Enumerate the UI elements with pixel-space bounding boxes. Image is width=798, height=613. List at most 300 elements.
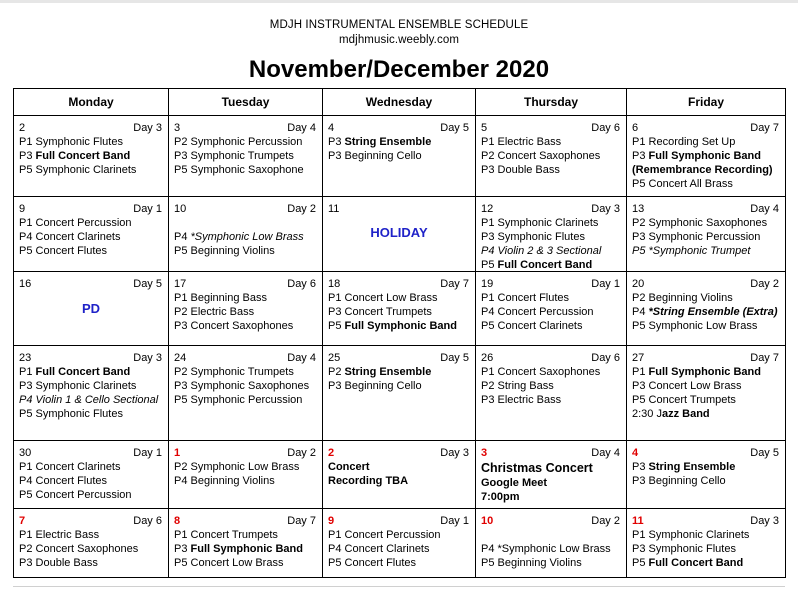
org-name: MDJH INSTRUMENTAL ENSEMBLE SCHEDULE — [269, 19, 529, 31]
date-number: 11 — [328, 203, 340, 215]
period-label: P2 — [632, 292, 649, 304]
period-label: P3 — [632, 461, 649, 473]
period-label: P1 — [481, 217, 498, 229]
period-label: P5 — [174, 394, 191, 406]
period-label: P2 — [174, 366, 191, 378]
rotation-day: Day 7 — [750, 352, 779, 364]
day-cell-content — [169, 116, 322, 196]
day-cell-header — [174, 121, 316, 135]
schedule-entry — [19, 216, 162, 230]
ensemble-name: Concert Percussion — [35, 489, 132, 501]
period-label: P5 — [174, 164, 191, 176]
schedule-entry — [328, 365, 469, 379]
rotation-day: Day 7 — [440, 278, 469, 290]
rotation-day: Day 4 — [591, 447, 620, 459]
ensemble-name: Symphonic Clarinets — [497, 217, 599, 229]
period-label: P1 — [174, 529, 191, 541]
ensemble-name: Symphonic Saxophones — [648, 217, 768, 229]
day-cell-header — [481, 446, 620, 460]
day-cell-header — [632, 202, 779, 216]
schedule-entry — [632, 365, 779, 379]
day-cell-header — [632, 277, 779, 291]
ensemble-name: Full Concert Band — [35, 150, 131, 162]
weekday-monday: Monday — [14, 89, 169, 116]
day-cell-header — [19, 446, 162, 460]
schedule-entry — [481, 542, 620, 556]
period-label: P2 — [328, 366, 345, 378]
ensemble-name: Concert Clarinets — [35, 231, 121, 243]
day-cell-header — [328, 514, 469, 528]
period-label: P5 — [481, 259, 498, 271]
schedule-entry — [174, 230, 316, 244]
rotation-day: Day 6 — [287, 278, 316, 290]
period-label: P1 — [632, 529, 649, 541]
schedule-entry — [632, 135, 779, 149]
day-cell-content — [627, 116, 785, 196]
period-label: P4 — [481, 306, 498, 318]
rotation-day: Day 7 — [750, 122, 779, 134]
schedule-entry — [632, 474, 779, 488]
day-cell — [627, 509, 786, 578]
schedule-entry — [481, 528, 620, 542]
period-label: P1 — [19, 529, 36, 541]
ensemble-name: Symphonic Trumpets — [190, 366, 294, 378]
date-number: 2 — [328, 447, 335, 459]
week-row — [14, 116, 786, 197]
schedule-entry — [174, 556, 316, 570]
day-cell-content — [627, 272, 785, 345]
rotation-day: Day 5 — [133, 278, 162, 290]
day-cell-header — [328, 446, 469, 460]
day-cell-header — [481, 121, 620, 135]
ensemble-name: P5 *Symphonic Trumpet — [632, 245, 751, 257]
day-cell — [14, 441, 169, 509]
period-label: P5 — [481, 320, 498, 332]
schedule-entry — [328, 149, 469, 163]
day-cell-header — [481, 514, 620, 528]
period-label: P2 — [174, 306, 191, 318]
ensemble-name: Concert Low Brass — [648, 380, 742, 392]
schedule-entry — [481, 379, 620, 393]
ensemble-name: azz Band — [661, 408, 710, 420]
schedule-entry — [19, 528, 162, 542]
page-bottom-divider — [13, 586, 785, 587]
day-cell-content — [14, 509, 168, 577]
schedule-entry — [174, 135, 316, 149]
day-cell-content — [476, 346, 626, 440]
rotation-day: Day 3 — [133, 122, 162, 134]
day-cell-header — [174, 514, 316, 528]
rotation-day: Day 5 — [440, 352, 469, 364]
rotation-day: Day 4 — [287, 122, 316, 134]
schedule-entry — [19, 407, 162, 421]
schedule-entry — [632, 163, 779, 177]
schedule-entry — [632, 407, 779, 421]
period-label: P1 — [328, 292, 345, 304]
schedule-entry — [632, 319, 779, 333]
schedule-entry — [174, 149, 316, 163]
day-cell-content — [14, 116, 168, 196]
ensemble-name: Concert Saxophones — [497, 150, 601, 162]
schedule-entry — [174, 216, 316, 230]
day-cell-header — [19, 277, 162, 291]
period-label: P3 — [632, 150, 649, 162]
schedule-entry — [481, 460, 620, 476]
day-cell — [627, 197, 786, 272]
day-cell-content — [476, 509, 626, 577]
schedule-entry — [481, 305, 620, 319]
schedule-entry — [328, 379, 469, 393]
schedule-entry — [19, 149, 162, 163]
rotation-day: Day 2 — [750, 278, 779, 290]
period-label: P1 — [328, 529, 345, 541]
day-cell-header — [481, 277, 620, 291]
schedule-entry — [481, 135, 620, 149]
schedule-entry — [19, 460, 162, 474]
day-cell — [14, 116, 169, 197]
day-cell-header — [174, 277, 316, 291]
schedule-entry — [632, 379, 779, 393]
schedule-entry — [174, 365, 316, 379]
ensemble-name: Full Concert Band — [35, 366, 131, 378]
ensemble-name: Symphonic Flutes — [35, 136, 123, 148]
period-label: P1 — [19, 217, 36, 229]
schedule-entry — [481, 258, 620, 272]
ensemble-name: Recording TBA — [328, 475, 409, 487]
date-number: 11 — [632, 515, 644, 527]
schedule-entry — [19, 542, 162, 556]
date-number: 6 — [632, 122, 639, 134]
day-cell-header — [328, 202, 469, 216]
period-label: P3 — [19, 150, 36, 162]
week-row — [14, 272, 786, 346]
period-label: P4 — [19, 231, 36, 243]
period-label: P3 — [481, 231, 498, 243]
rotation-day: Day 1 — [440, 515, 469, 527]
schedule-entry — [19, 488, 162, 502]
period-label: P4 — [481, 543, 498, 555]
period-label: P2 — [174, 136, 191, 148]
period-label: P2 — [481, 150, 498, 162]
period-label: P1 — [481, 366, 498, 378]
day-cell-content — [14, 272, 168, 345]
day-cell — [323, 116, 476, 197]
day-cell-header — [328, 277, 469, 291]
day-cell-header — [19, 351, 162, 365]
schedule-entry — [174, 319, 316, 333]
day-cell-header — [19, 121, 162, 135]
day-cell-header — [328, 121, 469, 135]
date-number: 1 — [174, 447, 181, 459]
schedule-entry — [481, 556, 620, 570]
period-label: P5 — [19, 245, 36, 257]
period-label: P2 — [481, 380, 498, 392]
schedule-entry — [481, 149, 620, 163]
day-label: HOLIDAY — [370, 225, 428, 240]
date-number: 9 — [19, 203, 26, 215]
period-label: P3 — [328, 150, 345, 162]
period-label: P4 — [174, 475, 191, 487]
ensemble-name: String Ensemble — [344, 136, 432, 148]
period-label: P5 — [632, 178, 649, 190]
schedule-entry — [481, 216, 620, 230]
date-number: 10 — [481, 515, 494, 527]
rotation-day: Day 2 — [287, 447, 316, 459]
period-label: P1 — [19, 461, 36, 473]
day-cell — [476, 272, 627, 346]
day-cell — [476, 441, 627, 509]
date-number: 25 — [328, 352, 341, 364]
day-cell — [323, 509, 476, 578]
day-cell-content — [627, 441, 785, 508]
day-cell-content — [323, 346, 475, 440]
day-cell — [169, 346, 323, 441]
ensemble-name: Concert Clarinets — [497, 320, 583, 332]
day-cell — [627, 346, 786, 441]
rotation-day: Day 3 — [750, 515, 779, 527]
week-row — [14, 346, 786, 441]
schedule-entry — [174, 460, 316, 474]
date-number: 12 — [481, 203, 494, 215]
ensemble-name: P4 Violin 1 & Cello Sectional — [19, 394, 159, 406]
calendar-body — [14, 116, 786, 578]
day-cell — [323, 346, 476, 441]
period-label: P5 — [632, 320, 649, 332]
ensemble-name: Electric Bass — [497, 136, 562, 148]
rotation-day: Day 1 — [133, 447, 162, 459]
day-cell — [476, 509, 627, 578]
weekday-wednesday: Wednesday — [323, 89, 476, 116]
day-cell-header — [174, 446, 316, 460]
day-cell — [476, 116, 627, 197]
schedule-entry — [174, 379, 316, 393]
schedule-entry — [632, 291, 779, 305]
ensemble-name: Beginning Bass — [190, 292, 267, 304]
day-cell-content — [627, 509, 785, 577]
rotation-day: Day 5 — [440, 122, 469, 134]
date-number: 4 — [328, 122, 335, 134]
ensemble-name: Symphonic Low Brass — [648, 320, 758, 332]
ensemble-name: Symphonic Percussion — [190, 394, 303, 406]
schedule-entry — [632, 149, 779, 163]
schedule-entry — [328, 528, 469, 542]
ensemble-name: Concert Clarinets — [344, 543, 430, 555]
schedule-entry — [632, 528, 779, 542]
date-number: 8 — [174, 515, 181, 527]
ensemble-name: Google Meet — [481, 477, 548, 489]
ensemble-name: Beginning Cello — [344, 380, 422, 392]
period-label: P3 — [174, 543, 191, 555]
ensemble-name: Double Bass — [35, 557, 98, 569]
schedule-entry — [481, 476, 620, 490]
period-label: P5 — [19, 489, 36, 501]
ensemble-name: Concert Flutes — [35, 245, 108, 257]
weekday-friday: Friday — [627, 89, 786, 116]
day-cell-header — [19, 202, 162, 216]
day-cell-content — [169, 509, 322, 577]
schedule-entry — [481, 393, 620, 407]
schedule-entry — [174, 244, 316, 258]
ensemble-name: Concert Clarinets — [35, 461, 121, 473]
date-number: 3 — [174, 122, 181, 134]
period-label: P3 — [19, 380, 36, 392]
rotation-day: Day 3 — [133, 352, 162, 364]
day-cell — [627, 441, 786, 509]
period-label: P3 — [19, 557, 36, 569]
period-label: P3 — [632, 475, 649, 487]
rotation-day: Day 4 — [750, 203, 779, 215]
rotation-day: Day 3 — [591, 203, 620, 215]
date-number: 19 — [481, 278, 494, 290]
ensemble-name: Electric Bass — [497, 394, 562, 406]
rotation-day: Day 4 — [287, 352, 316, 364]
weekday-tuesday: Tuesday — [169, 89, 323, 116]
day-cell-content — [14, 441, 168, 508]
day-cell-content — [476, 116, 626, 196]
day-cell-header — [19, 514, 162, 528]
rotation-day: Day 7 — [287, 515, 316, 527]
ensemble-name: P4 Violin 2 & 3 Sectional — [481, 245, 602, 257]
ensemble-name: Concert Low Brass — [190, 557, 284, 569]
schedule-entry — [19, 163, 162, 177]
ensemble-name: Symphonic Saxophones — [190, 380, 310, 392]
day-cell — [169, 116, 323, 197]
schedule-entry — [481, 291, 620, 305]
period-label: P3 — [174, 380, 191, 392]
date-number: 5 — [481, 122, 488, 134]
period-label: P5 — [632, 557, 649, 569]
period-label: P3 — [174, 320, 191, 332]
ensemble-name: Symphonic Percussion — [648, 231, 761, 243]
date-number: 26 — [481, 352, 494, 364]
schedule-entry — [19, 556, 162, 570]
day-cell-content — [627, 346, 785, 440]
period-label: P3 — [632, 380, 649, 392]
weekday-header-row — [14, 89, 786, 116]
schedule-heading — [0, 18, 798, 48]
day-cell-content — [14, 346, 168, 440]
ensemble-name: 7:00pm — [481, 491, 520, 503]
date-number: 13 — [632, 203, 645, 215]
ensemble-name: Symphonic Percussion — [190, 136, 303, 148]
schedule-entry — [19, 244, 162, 258]
schedule-entry — [19, 230, 162, 244]
day-cell-header — [481, 351, 620, 365]
ensemble-name: Symphonic Low Brass — [190, 461, 300, 473]
day-cell-content — [476, 197, 626, 271]
top-edge — [0, 0, 798, 3]
ensemble-name: Full Symphonic Band — [190, 543, 303, 555]
day-cell-content — [14, 197, 168, 271]
schedule-entry — [632, 244, 779, 258]
schedule-entry — [481, 319, 620, 333]
schedule-entry — [174, 163, 316, 177]
ensemble-name: Concert Saxophones — [190, 320, 294, 332]
ensemble-name: Symphonic Flutes — [648, 543, 736, 555]
schedule-entry — [481, 365, 620, 379]
period-label: P1 — [481, 292, 498, 304]
schedule-entry — [632, 216, 779, 230]
day-cell — [627, 272, 786, 346]
rotation-day: Day 1 — [591, 278, 620, 290]
schedule-entry — [174, 474, 316, 488]
schedule-entry — [632, 393, 779, 407]
ensemble-name: Symphonic Saxophone — [190, 164, 304, 176]
period-label: P3 — [328, 136, 345, 148]
ensemble-name: Symphonic Flutes — [497, 231, 585, 243]
date-number: 10 — [174, 203, 187, 215]
date-number: 24 — [174, 352, 187, 364]
ensemble-name: *Symphonic Low Brass — [497, 543, 611, 555]
ensemble-name: Full Symphonic Band — [648, 366, 761, 378]
period-label: P1 — [19, 366, 36, 378]
ensemble-name: Recording Set Up — [648, 136, 736, 148]
day-cell-header — [328, 351, 469, 365]
schedule-entry — [19, 365, 162, 379]
day-cell-content — [169, 441, 322, 508]
period-label: P4 — [328, 543, 345, 555]
schedule-entry — [328, 305, 469, 319]
day-cell — [14, 197, 169, 272]
schedule-entry — [328, 556, 469, 570]
day-cell-header — [174, 351, 316, 365]
ensemble-name: Concert Flutes — [35, 475, 108, 487]
rotation-day: Day 3 — [440, 447, 469, 459]
period-label: P1 — [481, 136, 498, 148]
period-label: 2:30 J — [632, 408, 662, 420]
site-url: mdjhmusic.weebly.com — [338, 34, 459, 46]
ensemble-name: Beginning Violins — [190, 475, 275, 487]
day-cell-content — [169, 272, 322, 345]
ensemble-name: Symphonic Clarinets — [35, 380, 137, 392]
day-cell — [476, 197, 627, 272]
schedule-entry — [632, 542, 779, 556]
ensemble-name: Full Symphonic Band — [648, 150, 761, 162]
date-number: 16 — [19, 278, 32, 290]
ensemble-name: Beginning Violins — [648, 292, 733, 304]
period-label: P1 — [632, 366, 649, 378]
ensemble-name: Concert Percussion — [497, 306, 594, 318]
schedule-entry — [19, 379, 162, 393]
ensemble-name: Beginning Cello — [648, 475, 726, 487]
ensemble-name: Full Concert Band — [648, 557, 744, 569]
day-cell-content — [476, 441, 626, 508]
date-number: 18 — [328, 278, 341, 290]
ensemble-name: Concert Flutes — [344, 557, 417, 569]
period-label: P3 — [632, 231, 649, 243]
ensemble-name: Concert Saxophones — [35, 543, 139, 555]
ensemble-name: (Remembrance Recording) — [632, 164, 773, 176]
ensemble-name: Symphonic Clarinets — [648, 529, 750, 541]
day-cell-header — [632, 121, 779, 135]
period-label: P5 — [328, 320, 345, 332]
period-label: P2 — [19, 543, 36, 555]
rotation-day: Day 2 — [287, 203, 316, 215]
schedule-entry — [481, 244, 620, 258]
day-cell-content — [169, 197, 322, 271]
ensemble-name: Concert All Brass — [648, 178, 733, 190]
schedule-entry — [174, 393, 316, 407]
schedule-entry — [328, 319, 469, 333]
period-label: P3 — [328, 306, 345, 318]
day-cell-content — [627, 197, 785, 271]
period-label: P4 — [632, 306, 649, 318]
period-label: P3 — [481, 394, 498, 406]
day-cell-content — [323, 197, 475, 271]
ensemble-name: Symphonic Trumpets — [190, 150, 294, 162]
schedule-entry — [174, 542, 316, 556]
date-number: 30 — [19, 447, 32, 459]
